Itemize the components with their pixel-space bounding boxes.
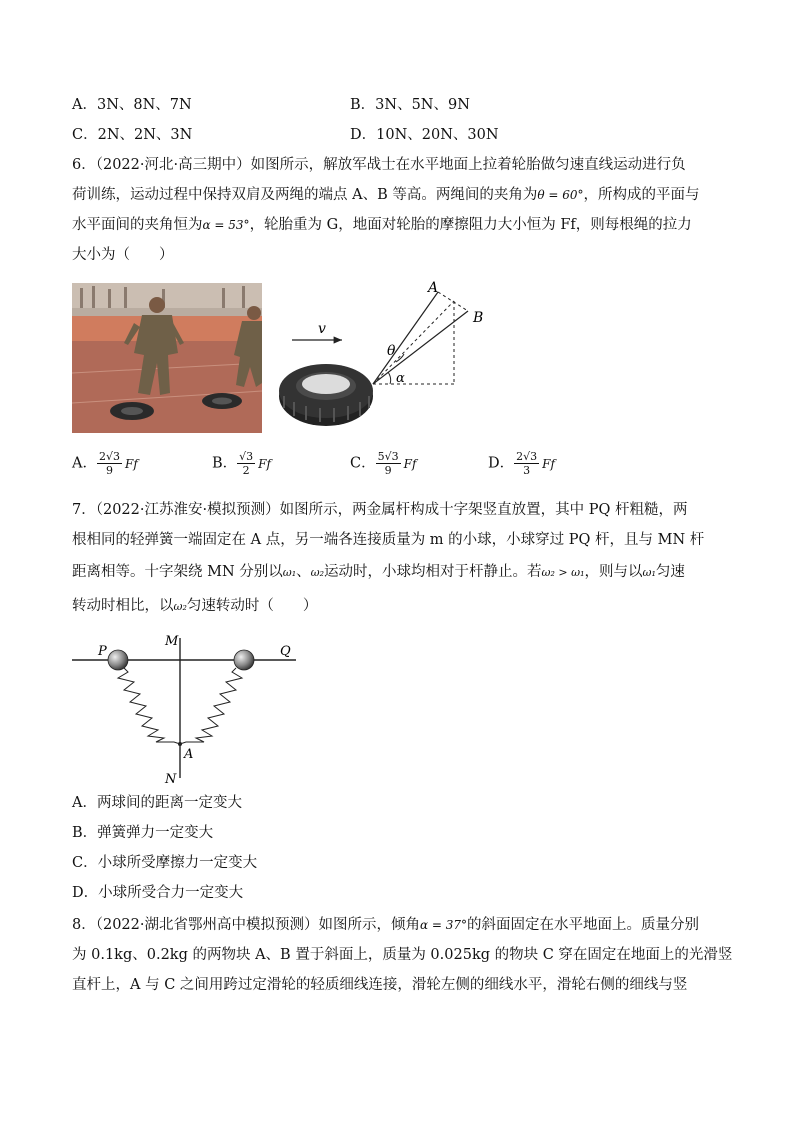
q7-option-d: D．小球所受合力一定变大 — [72, 885, 244, 901]
ball-left — [108, 650, 128, 670]
q7-option-a: A．两球间的距离一定变大 — [72, 795, 242, 811]
left-spring — [118, 668, 180, 744]
q6-line-4: 大小为（ ） — [72, 247, 174, 263]
q7-option-c: C．小球所受摩擦力一定变大 — [72, 855, 258, 871]
q6-alpha-equation: α = 53° — [202, 218, 250, 232]
soldiers-training-photo — [72, 283, 262, 433]
q6-line-3: 水平面间的夹角恒为α = 53°，轮胎重为 G，地面对轮胎的摩擦阻力大小恒为 Ff，则每根绳的拉力 — [72, 217, 692, 233]
q7-line-4: 转动时相比，以ω₂匀速转动时（ ） — [72, 598, 318, 614]
q5-option-c: C．2N、2N、3N — [72, 127, 193, 143]
q6-line-2: 荷训练，运动过程中保持双肩及两绳的端点 A、B 等高。两绳间的夹角为θ = 60°，所构成的平面与 — [72, 187, 700, 203]
q5-option-d: D．10N、20N、30N — [350, 127, 499, 143]
ball-right — [234, 650, 254, 670]
q6-option-d: D． $\frac{2√3}{3}$ Ff — [488, 450, 555, 477]
point-a-label: A — [428, 280, 439, 296]
q8-alpha-equation: α = 37° — [419, 918, 468, 932]
q6-line-1: 6．（2022·河北·高三期中）如图所示，解放军战士在水平地面上拉着轮胎做匀速直线运动进行负 — [72, 157, 686, 173]
q7-omega-condition: ω₂ > ω₁ — [541, 566, 585, 579]
q7-line-1: 7．（2022·江苏淮安·模拟预测）如图所示，两金属杆构成十字架竖直放置，其中 PQ 杆粗糙，两 — [72, 502, 688, 518]
q6-theta-equation: θ = 60° — [537, 188, 584, 202]
q6-option-c: C． $\frac{5√3}{9}$ Ff — [350, 450, 417, 477]
point-b-label: B — [473, 310, 484, 326]
label-a: A — [184, 747, 194, 762]
alpha-label: α — [396, 371, 405, 386]
velocity-label: v — [318, 321, 326, 337]
q7-line-2: 根相同的轻弹簧一端固定在 A 点，另一端各连接质量为 m 的小球，小球穿过 PQ 杆，且与 MN 杆 — [72, 532, 705, 548]
q8-line-2: 为 0.1kg、0.2kg 的两物块 A、B 置于斜面上，质量为 0.025kg 的物块 C 穿在固定在地面上的光滑竖 — [72, 947, 733, 963]
right-spring — [180, 668, 242, 744]
label-n: N — [165, 772, 177, 787]
q6-option-b: B． $\frac{√3}{2}$ Ff — [212, 450, 271, 477]
q7-option-b: B．弹簧弹力一定变大 — [72, 825, 214, 841]
q6-option-a: A． $\frac{2√3}{9}$ Ff — [72, 450, 138, 477]
label-m: M — [165, 634, 179, 649]
q8-line-3: 直杆上，A 与 C 之间用跨过定滑轮的轻质细线连接，滑轮左侧的细线水平，滑轮右侧的细线与竖 — [72, 977, 688, 993]
q7-cross-spring-diagram — [72, 628, 302, 788]
q7-line-3: 距离相等。十字架绕 MN 分别以ω₁、ω₂运动时，小球均相对于杆静止。若ω₂ > ω₁，则与以ω₁匀速 — [72, 564, 685, 580]
theta-label: θ — [387, 343, 396, 359]
q5-option-a: A．3N、8N、7N — [72, 97, 192, 113]
q8-line-1: 8．（2022·湖北省鄂州高中模拟预测）如图所示，倾角α = 37°的斜面固定在水平地面上。质量分别 — [72, 917, 700, 933]
label-p: P — [98, 644, 107, 659]
q6-tire-force-diagram — [270, 278, 500, 438]
label-q: Q — [280, 644, 291, 659]
q5-option-b: B．3N、5N、9N — [350, 97, 470, 113]
